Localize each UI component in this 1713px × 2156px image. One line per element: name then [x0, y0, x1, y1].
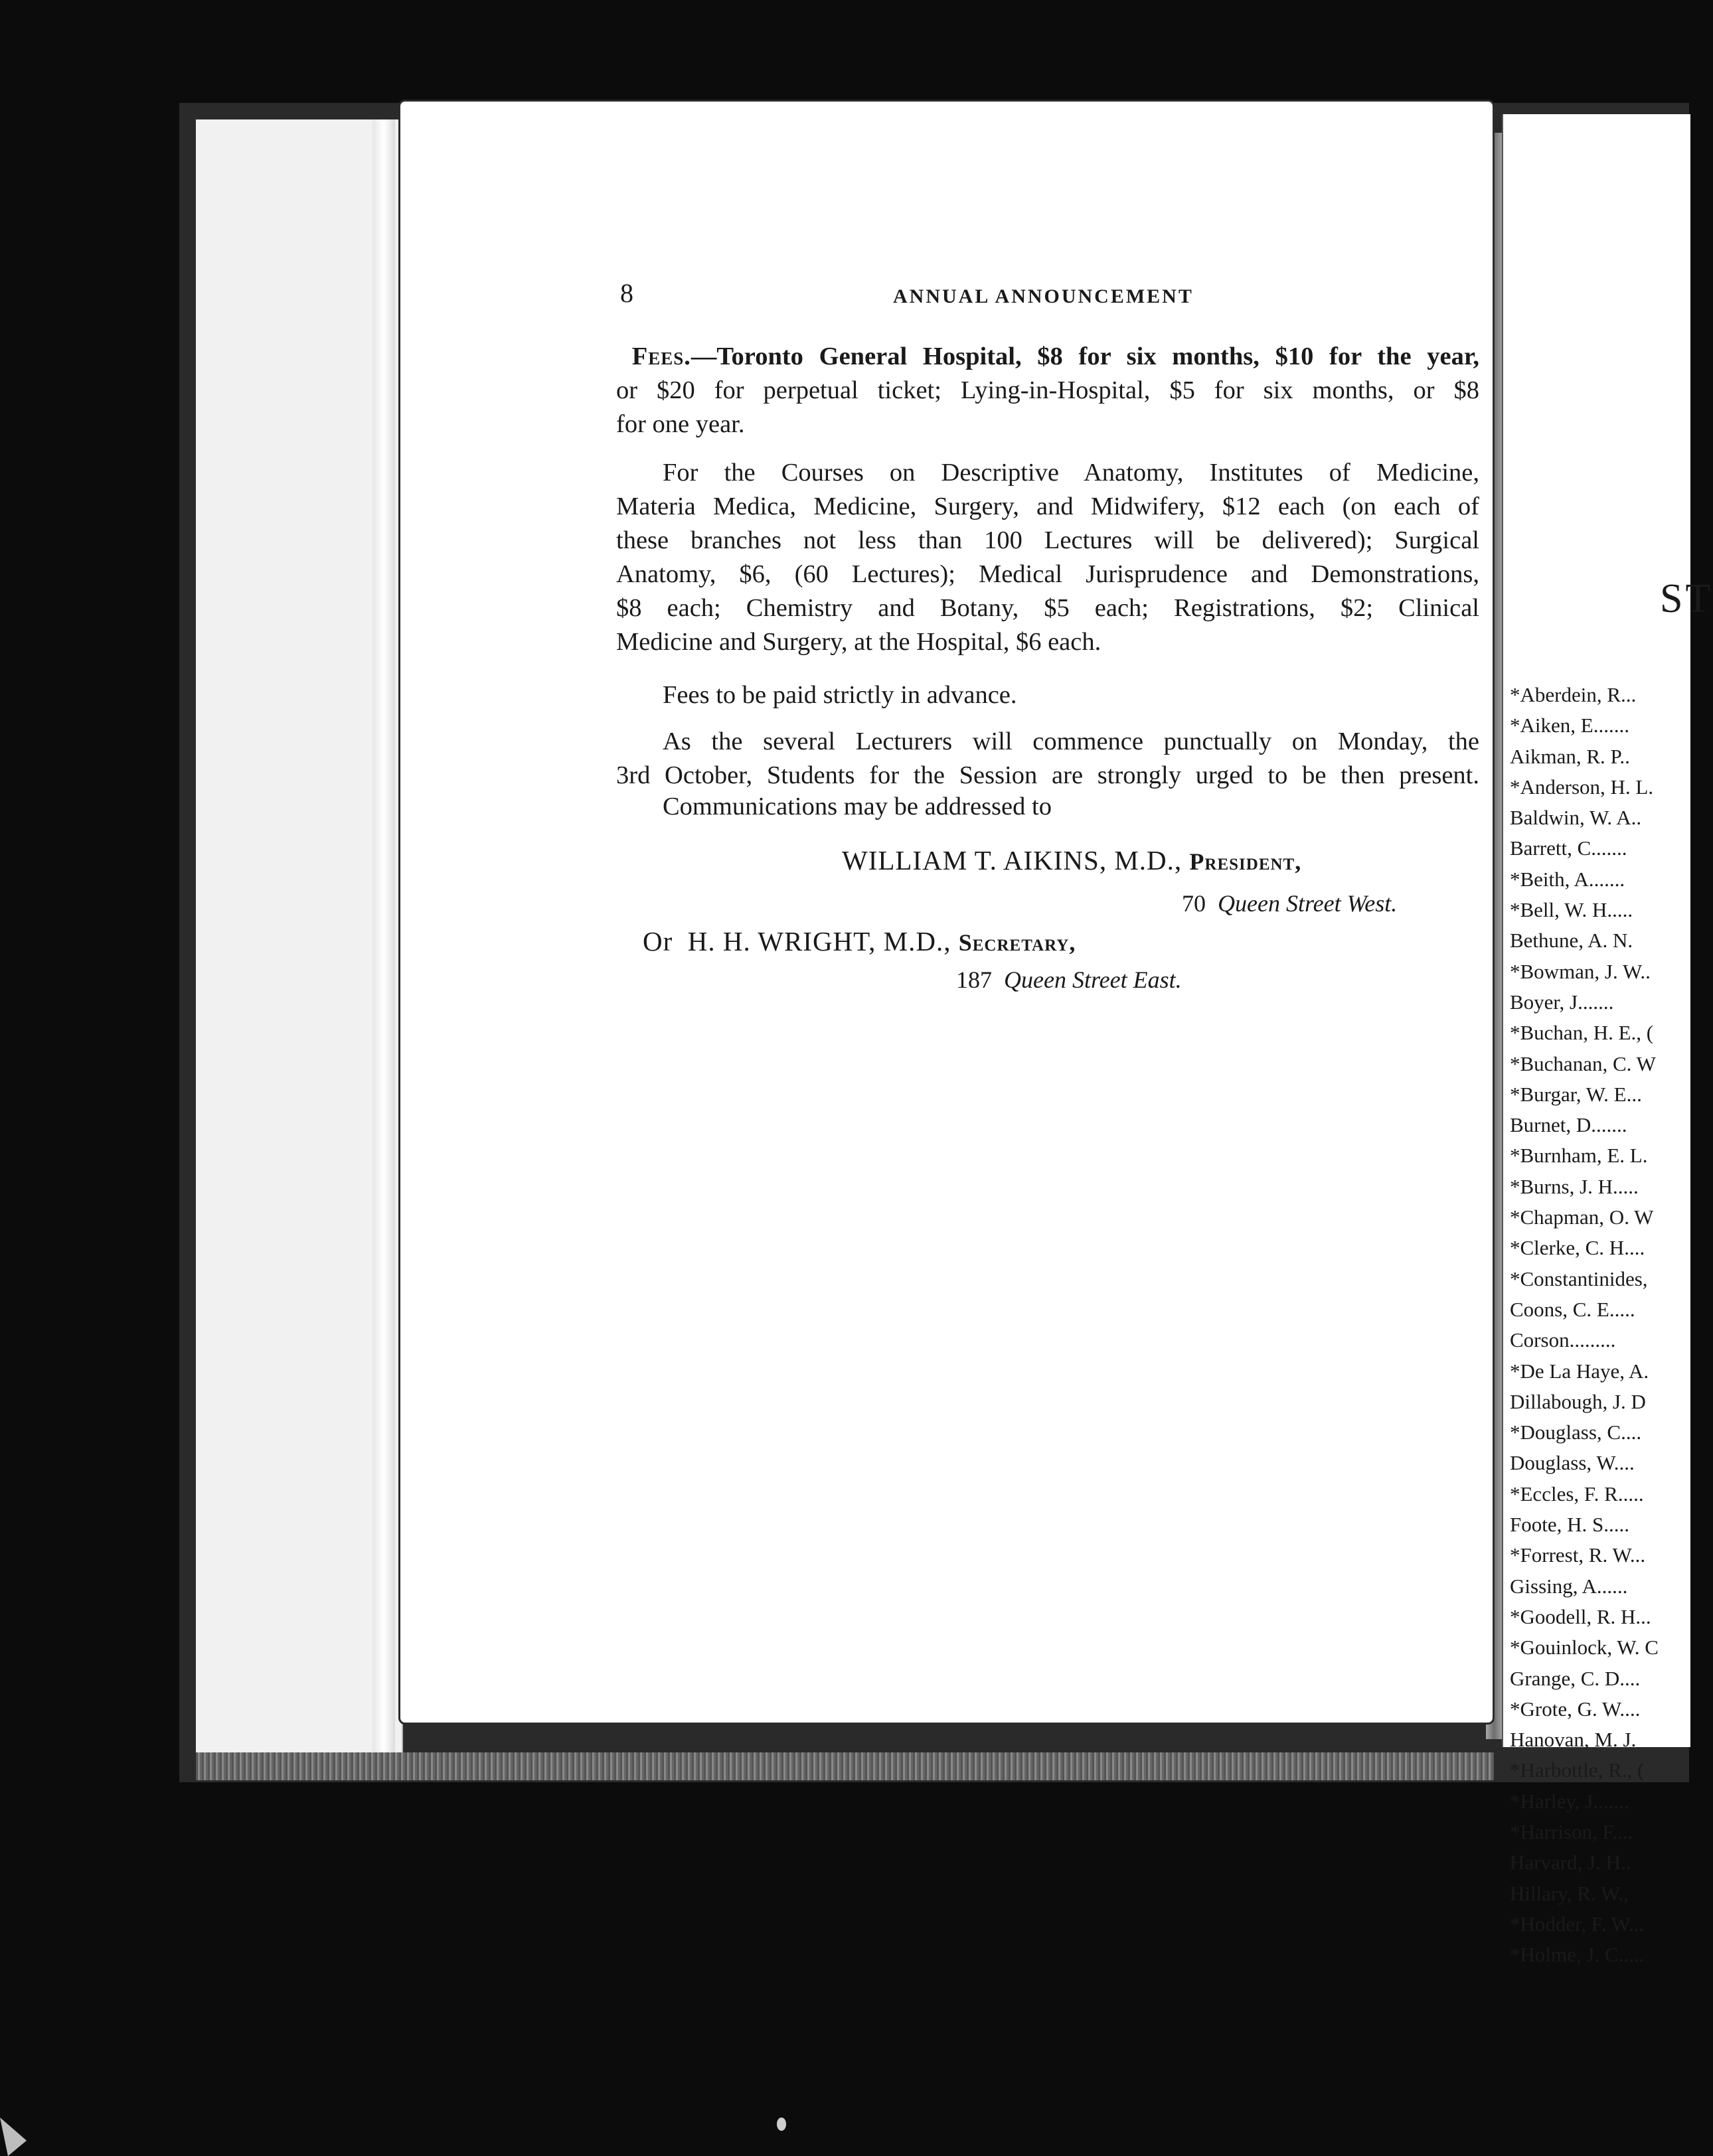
student-name-entry: *Eccles, F. R.....: [1510, 1482, 1644, 1505]
student-name-entry: *Harbottle, R., (: [1510, 1758, 1645, 1782]
president-name: WILLIAM T. AIKINS, M.D.,: [842, 845, 1183, 876]
student-name-entry: *Harley, J.......: [1510, 1789, 1629, 1813]
student-name-entry: Hillary, R. W.,: [1510, 1881, 1629, 1905]
dust-speck: [777, 2118, 786, 2131]
student-name-entry: Burnet, D.......: [1510, 1113, 1627, 1137]
student-name-entry: *Bell, W. H.....: [1510, 898, 1633, 922]
student-name-entry: *Aberdein, R...: [1510, 683, 1637, 706]
right-page: [1502, 114, 1713, 1967]
fees-line-3: for one year.: [616, 410, 745, 438]
president-address: 70 Queen Street West.: [1182, 890, 1398, 917]
student-name-entry: *Chapman, O. W: [1510, 1205, 1654, 1229]
fees-line-2: or $20 for perpetual ticket; Lying-in-Hospital, $5 for six months, or $8: [616, 376, 1479, 404]
student-name-entry: Gissing, A......: [1510, 1574, 1628, 1598]
student-name-entry: *Constantinides,: [1510, 1267, 1648, 1290]
student-name-entry: Coons, C. E.....: [1510, 1297, 1635, 1321]
president-title: President,: [1189, 848, 1302, 875]
student-name-entry: *Buchan, H. E., (: [1510, 1021, 1654, 1045]
student-name-entry: *Buchanan, C. W: [1510, 1051, 1656, 1075]
communications-line: Communications may be addressed to: [663, 793, 1052, 820]
lecturers-line-2: 3rd October, Students for the Session are strongly urged to be then present.: [616, 761, 1479, 789]
cloth-binding-edge: [196, 1752, 1494, 1780]
fees-paragraph: [616, 340, 1479, 441]
student-name-entry: *Bowman, J. W..: [1510, 959, 1651, 983]
lecturers-line-1: As the several Lecturers will commence punctually on Monday, the: [663, 728, 1479, 755]
fees-line-1: Fees.—Toronto General Hospital, $8 for six months, $10 for the year,: [631, 343, 1480, 370]
secretary-signature: Or H. H. WRIGHT, M.D., Secretary,: [643, 926, 1076, 957]
student-name-entry: *Burns, J. H.....: [1510, 1174, 1639, 1198]
secretary-name: H. H. WRIGHT, M.D.,: [687, 926, 951, 957]
student-name-entry: Bethune, A. N.: [1510, 929, 1633, 953]
running-head: ANNUAL ANNOUNCEMENT: [893, 285, 1194, 307]
student-name-entry: *Aiken, E.......: [1510, 714, 1629, 737]
student-name-entry: *Burgar, W. E...: [1510, 1082, 1642, 1106]
president-signature: [842, 844, 1301, 876]
student-name-entry: *Goodell, R. H...: [1510, 1604, 1651, 1628]
student-name-entry: Foote, H. S.....: [1510, 1513, 1629, 1537]
student-name-entry: *Douglass, C....: [1510, 1421, 1642, 1444]
student-name-entry: *Clerke, C. H....: [1510, 1236, 1645, 1260]
page-number: 8: [620, 278, 633, 308]
student-name-entry: *Harrison, F....: [1510, 1819, 1633, 1843]
courses-line-2: Materia Medica, Medicine, Surgery, and Midwifery, $12 each (on each of: [616, 493, 1479, 520]
student-name-entry: *Beith, A.......: [1510, 867, 1625, 891]
student-name-entry: Harvard, J. H..: [1510, 1851, 1631, 1875]
page-corner-fragment: [0, 2118, 27, 2156]
lecturers-paragraph: [616, 725, 1479, 793]
courses-line-4: Anatomy, $6, (60 Lectures); Medical Jurisprudence and Demonstrations,: [616, 560, 1479, 588]
student-name-entry: Baldwin, W. A..: [1510, 806, 1642, 830]
student-name-entry: *Grote, G. W....: [1510, 1697, 1641, 1721]
student-name-entry: *Hodder, F. W...: [1510, 1912, 1645, 1936]
book-cover-board: [196, 119, 403, 1759]
student-name-entry: *Anderson, H. L.: [1510, 775, 1654, 799]
advance-note: Fees to be paid strictly in advance.: [663, 681, 1017, 709]
student-name-entry: *Burnham, E. L.: [1510, 1144, 1648, 1168]
student-name-entry: Dillabough, J. D: [1510, 1389, 1646, 1413]
student-name-entry: Aikman, R. P..: [1510, 744, 1630, 768]
fees-lead: Fees.: [631, 343, 691, 370]
courses-line-3: these branches not less than 100 Lectures will be delivered); Surgical: [616, 526, 1479, 554]
student-name-entry: Hanovan, M. J.: [1510, 1728, 1637, 1752]
right-page-heading: ST: [1660, 576, 1713, 621]
courses-paragraph: [616, 456, 1479, 659]
courses-line-1: For the Courses on Descriptive Anatomy, Institutes of Medicine,: [663, 459, 1479, 487]
student-name-entry: Boyer, J.......: [1510, 990, 1614, 1014]
student-name-entry: *Gouinlock, W. C: [1510, 1636, 1659, 1659]
secretary-title: Secretary,: [958, 929, 1076, 956]
student-name-entry: Corson.........: [1510, 1328, 1616, 1352]
student-name-entry: *Holme, J. C.....: [1510, 1943, 1645, 1967]
student-name-entry: Barrett, C.......: [1510, 836, 1627, 860]
student-name-entry: *Forrest, R. W...: [1510, 1543, 1646, 1567]
student-name-entry: Douglass, W....: [1510, 1451, 1635, 1475]
courses-line-5: $8 each; Chemistry and Botany, $5 each; Registrations, $2; Clinical: [616, 594, 1479, 622]
student-names-list: [1510, 680, 1709, 1970]
student-name-entry: *De La Haye, A.: [1510, 1359, 1649, 1383]
student-name-entry: Grange, C. D....: [1510, 1666, 1641, 1690]
courses-line-6: Medicine and Surgery, at the Hospital, $6 each.: [616, 628, 1101, 656]
secretary-address: 187 Queen Street East.: [956, 966, 1182, 993]
